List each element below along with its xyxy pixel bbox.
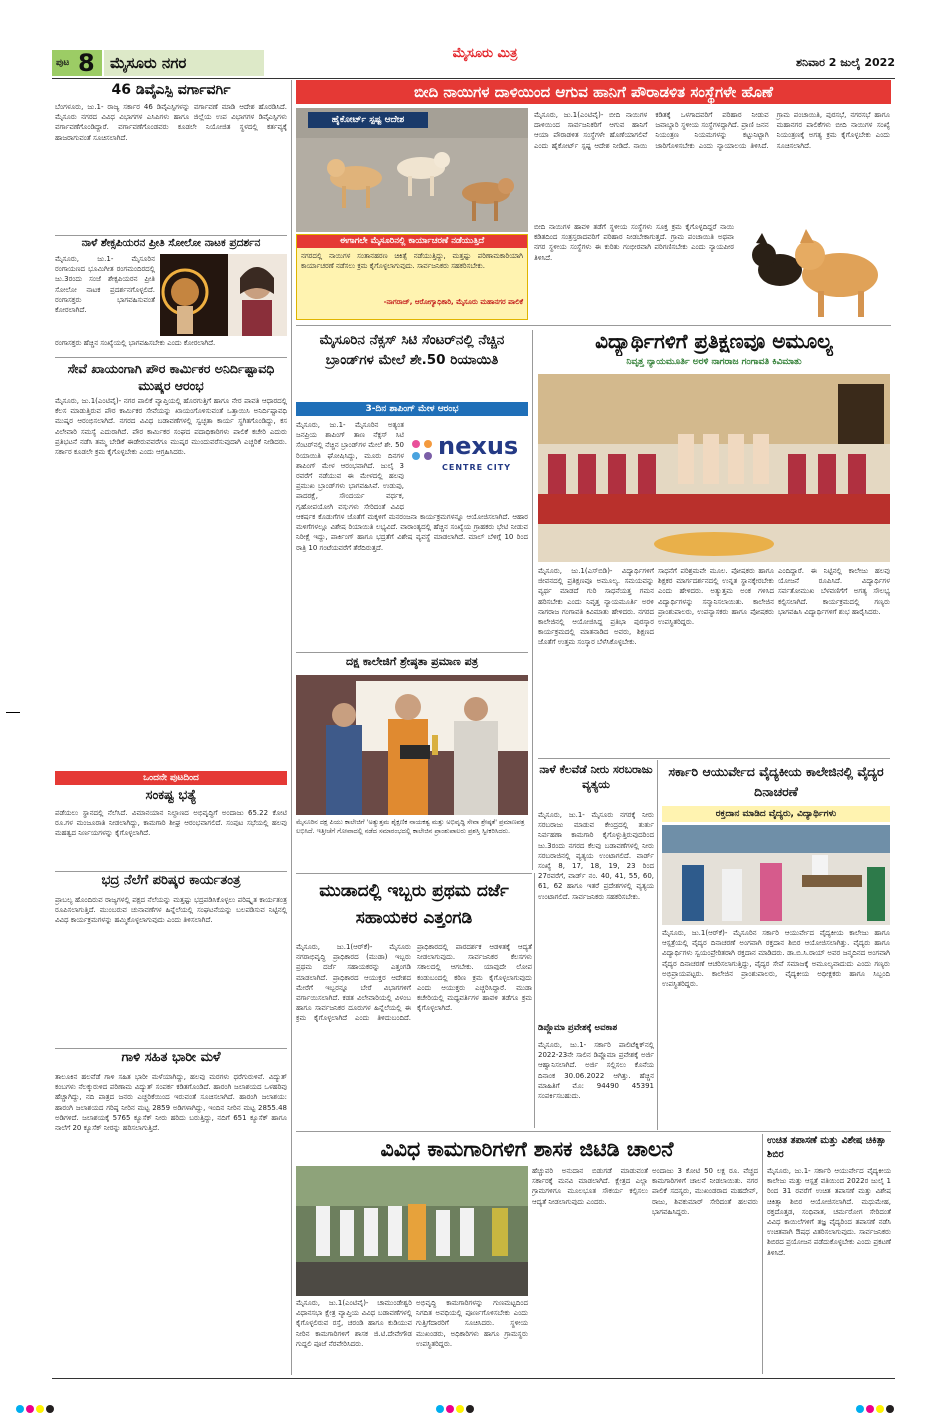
mla-headline: ವಿವಿಧ ಕಾಮಗಾರಿಗಳಿಗೆ ಶಾಸಕ ಜಿಟಿಡಿ ಚಾಲನೆ (380, 1137, 674, 1161)
diploma-body: ಮೈಸೂರು, ಜು.1- ಸರ್ಕಾರಿ ಪಾಲಿಟೆಕ್ನಿಕ್‌ನಲ್ಲಿ 2022-23ನೇ ಸಾಲಿನ ಡಿಪ್ಲೊಮಾ ಪ್ರವೇಶಕ್ಕೆ ಅರ್ಜಿ ಆಹ್ವಾನಿಸಲಾಗಿದೆ. ಅರ್ಜಿ ಸಲ್ಲಿಸಲು ಕೊನೆಯ ದಿನಾಂಕ 30.06.2022 ಆಗಿತ್ತು. ಹೆಚ್ಚಿನ ಮಾಹಿತಿಗೆ ಮೊ: 94490 45391 ಸಂಪರ್ಕಿಸಬಹುದು. (538, 1041, 654, 1101)
certificate-photo (296, 675, 528, 815)
health-body: ಮೈಸೂರು, ಜು.1- ಸರ್ಕಾರಿ ಆಯುರ್ವೇದ ವೈದ್ಯಕೀಯ ಕಾಲೇಜು ಮತ್ತು ಆಸ್ಪತ್ರೆ ವತಿಯಿಂದ 2022ರ ಜುಲೈ 1 ರಿಂದ 31 ರವರೆಗೆ ಉಚಿತ ತಪಾಸಣೆ ಮತ್ತು ವಿಶೇಷ ಚಿಕಿತ್ಸಾ ಶಿಬಿರ ಆಯೋಜಿಸಲಾಗಿದೆ. ಮಧುಮೇಹ, ರಕ್ತದೊತ್ತಡ, ಸಂಧಿವಾತ, ಚರ್ಮರೋಗ ಸೇರಿದಂತೆ ವಿವಿಧ ಕಾಯಿಲೆಗಳಿಗೆ ತಜ್ಞ ವೈದ್ಯರಿಂದ ತಪಾಸಣೆ ನಡೆಸಿ ಉಚಿತವಾಗಿ ಔಷಧ ವಿತರಿಸಲಾಗುವುದು. ಸಾರ್ವಜನಿಕರು ಶಿಬಿರದ ಪ್ರಯೋಜನ ಪಡೆದುಕೊಳ್ಳಬೇಕು ಎಂದು ಪ್ರಕಟಣೆ ತಿಳಿಸಿದೆ. (767, 1167, 891, 1257)
lead-headline-band (296, 80, 891, 104)
nexus-logo-sub: CENTRE CITY (442, 463, 511, 472)
dog-closeup-photo (740, 215, 890, 320)
certificate-headline: ದಕ್ಷ ಕಾಲೇಜಿಗೆ ಶ್ರೇಷ್ಠತಾ ಪ್ರಮಾಣ ಪತ್ರ (345, 656, 479, 668)
story-allowance-body: ಪಡೆಯಲು ಸ್ಥಾನದಲ್ಲಿ ನೆಲೆಸಿದೆ. ವಿಮಾನಯಾನ ನಿಲ್ದಾಣದ ಅಭಿವೃದ್ಧಿಗೆ ಅಂದಾಜು 65.22 ಕೋಟಿ ರೂ.ಗಳ ಮಂಜೂರಾತಿ ನೀಡಲಾಗಿದ್ದು, ಕಾಮಗಾರಿ ಶೀಘ್ರ ಆರಂಭವಾಗಲಿದೆ. ಸಂಪುಟ ಸಭೆಯಲ್ಲಿ ಹಲವು ಮಹತ್ವದ ನಿರ್ಣಯಗಳನ್ನು ಕೈಗೊಳ್ಳಲಾಗಿದೆ. (55, 809, 287, 838)
doctors-body: ಮೈಸೂರು, ಜು.1(ಆರ್‌ಕೆ)- ಮೈಸೂರಿನ ಸರ್ಕಾರಿ ಆಯುರ್ವೇದ ವೈದ್ಯಕೀಯ ಕಾಲೇಜು ಹಾಗೂ ಆಸ್ಪತ್ರೆಯಲ್ಲಿ ವೈದ್ಯರ ದಿನಾಚರಣೆ ಅಂಗವಾಗಿ ರಕ್ತದಾನ ಶಿಬಿರ ಆಯೋಜಿಸಲಾಗಿತ್ತು. ವೈದ್ಯರು ಹಾಗೂ ವಿದ್ಯಾರ್ಥಿಗಳು ಸ್ವಯಂಪ್ರೇರಿತರಾಗಿ ರಕ್ತದಾನ ಮಾಡಿದರು. ಡಾ.ಬಿ.ಸಿ.ರಾಯ್ ಅವರ ಜನ್ಮದಿನದ ಅಂಗವಾಗಿ ವೈದ್ಯರ ದಿನಾಚರಣೆ ಆಚರಿಸಲಾಗುತ್ತಿದ್ದು, ವೈದ್ಯರ ಸೇವೆ ಸಮಾಜಕ್ಕೆ ಅಮೂಲ್ಯವಾದುದು ಎಂದು ಗಣ್ಯರು ಅಭಿಪ್ರಾಯಪಟ್ಟರು. ಕಾಲೇಜಿನ ಪ್ರಾಂಶುಪಾಲರು, ವೈದ್ಯಕೀಯ ಅಧೀಕ್ಷಕರು ಹಾಗೂ ಸಿಬ್ಬಂದಿ ಉಪಸ್ಥಿತರಿದ್ದರು. (662, 929, 890, 989)
mla-photo (296, 1166, 528, 1296)
mla-body-4: ಅಂದಾಜು 3 ಕೋಟಿ 50 ಲಕ್ಷ ರೂ. ವೆಚ್ಚದ ಕಾಮಗಾರಿಗಳಿಗೆ ಚಾಲನೆ ನೀಡಲಾಯಿತು. ನಗರ ಪಾಲಿಕೆ ಸದಸ್ಯರು, ಮುಖಂಡರಾದ ಮಹದೇವ್, ರಾಜು, ಶಿವಕುಮಾರ್ ಸೇರಿದಂತೆ ಹಲವರು ಭಾಗವಹಿಸಿದ್ದರು. (652, 1167, 758, 1216)
students-body-2: ಸಾಧನೆಗೆ ಪರಿಶ್ರಮವೇ ಮೂಲ. ಪೋಷಕರು ಹಾಗೂ ಶಿಕ್ಷಕರ ಮಾರ್ಗದರ್ಶನದಲ್ಲಿ ಉನ್ನತ ಸ್ಥಾನಕ್ಕೇರಬೇಕು ಎಂದು ಹೇಳಿದರು. ಅತ್ಯುತ್ತಮ ಅಂಕ ಗಳಿಸಿದ ವಿದ್ಯಾರ್ಥಿಗಳನ್ನು ಸನ್ಮಾನಿಸಲಾಯಿತು. ಕಾಲೇಜಿನ ಪ್ರಾಂಶುಪಾಲರು, ಉಪನ್ಯಾಸಕರು ಹಾಗೂ ಪೋಷಕರು ಉಪಸ್ಥಿತರಿದ್ದರು. (658, 567, 774, 627)
lead-headline: ಬೀದಿ ನಾಯಿಗಳ ದಾಳಿಯಿಂದ ಆಗುವ ಹಾನಿಗೆ ಪೌರಾಡಳಿತ ಸಂಸ್ಥೆಗಳೇ ಹೊಣೆ (414, 83, 773, 101)
issue-date: ಶನಿವಾರ 2 ಜುಲೈ 2022 (796, 56, 895, 69)
health-headline: ಉಚಿತ ತಪಾಸಣೆ ಮತ್ತು ವಿಶೇಷ ಚಿಕಿತ್ಸಾ ಶಿಬಿರ (767, 1135, 886, 1160)
doctors-photo (662, 825, 890, 925)
diploma-headline: ಡಿಪ್ಲೊಮಾ ಪ್ರವೇಶಕ್ಕೆ ಅವಕಾಶ (538, 1024, 618, 1033)
students-headline: ವಿದ್ಯಾರ್ಥಿಗಳಿಗೆ ಪ್ರತಿಕ್ಷಣವೂ ಅಮೂಲ್ಯ (595, 330, 833, 353)
page-number: 8 (78, 50, 95, 76)
page-tab (52, 50, 102, 76)
story-strike-body: ಮೈಸೂರು, ಜು.1(ಎಂಟಿವೈ)- ನಗರ ಪಾಲಿಕೆ ವ್ಯಾಪ್ತಿಯಲ್ಲಿ ಹೊರಗುತ್ತಿಗೆ ಹಾಗೂ ನೇರ ಪಾವತಿ ಆಧಾರದಲ್ಲಿ ಕೆಲಸ ಮಾಡುತ್ತಿರುವ ಪೌರ ಕಾರ್ಮಿಕರ ಸೇವೆಯನ್ನು ಖಾಯಂಗೊಳಿಸುವಂತೆ ಒತ್ತಾಯಿಸಿ ಅನಿರ್ದಿಷ್ಟಾವಧಿ ಮುಷ್ಕರ ಆರಂಭಿಸಲಾಗಿದೆ. ನಗರದ ವಿವಿಧ ಬಡಾವಣೆಗಳಲ್ಲಿ ಸ್ವಚ್ಛತಾ ಕಾರ್ಯ ಸ್ಥಗಿತಗೊಂಡಿದ್ದು, ಕಸ ವಿಲೇವಾರಿ ಸಮಸ್ಯೆ ಎದುರಾಗಿದೆ. ಪೌರ ಕಾರ್ಮಿಕರ ಸಂಘದ ಪದಾಧಿಕಾರಿಗಳು ಪಾಲಿಕೆ ಕಚೇರಿ ಎದುರು ಪ್ರತಿಭಟನೆ ನಡೆಸಿ ತಮ್ಮ ಬೇಡಿಕೆ ಈಡೇರುವವರೆಗೂ ಮುಷ್ಕರ ಮುಂದುವರೆಸುವುದಾಗಿ ಎಚ್ಚರಿಕೆ ನೀಡಿದರು. ಸರ್ಕಾರ ಕೂಡಲೇ ಕ್ರಮ ಕೈಗೊಳ್ಳಬೇಕು ಎಂದು ಆಗ್ರಹಿಸಿದರು. (55, 397, 287, 457)
story-strategy-body: ಪ್ರಾಬಲ್ಯ ಹೊಂದಿರುವ ರಾಜ್ಯಗಳಲ್ಲಿ ಪಕ್ಷದ ನೆಲೆಯನ್ನು ಮತ್ತಷ್ಟು ಭದ್ರಪಡಿಸಿಕೊಳ್ಳಲು ಪರಿಷ್ಕೃತ ಕಾರ್ಯತಂತ್ರ ರೂಪಿಸಲಾಗುತ್ತಿದೆ. ಮುಂಬರುವ ಚುನಾವಣೆಗಳ ಹಿನ್ನೆಲೆಯಲ್ಲಿ ಸಂಘಟನೆಯನ್ನು ಬಲಪಡಿಸುವ ನಿಟ್ಟಿನಲ್ಲಿ ವಿವಿಧ ಕಾರ್ಯಕ್ರಮಗಳನ್ನು ಹಮ್ಮಿಕೊಳ್ಳಲಾಗುವುದು ಎಂದು ತಿಳಿಸಲಾಗಿದೆ. (55, 896, 287, 925)
story-allowance-headline: ಸಂಕಷ್ಟ ಭತ್ಯೆ (145, 789, 197, 803)
highcourt-label: ಹೈಕೋರ್ಟ್ ಸ್ಪಷ್ಟ ಆದೇಶ (308, 112, 428, 128)
registration-marks (0, 1395, 945, 1424)
students-body-3: ಎಂದಿದ್ದಾರೆ. ಈ ನಿಟ್ಟಿನಲ್ಲಿ ಕಾಲೇಜು ಹಲವು ಯೋಜನೆ ರೂಪಿಸಿದೆ. ವಿದ್ಯಾರ್ಥಿಗಳ ಸರ್ವತೋಮುಖ ಬೆಳವಣಿಗೆಗೆ ಅಗತ್ಯ ಸೌಲಭ್ಯ ಕಲ್ಪಿಸಲಾಗಿದೆ. ಕಾರ್ಯಕ್ರಮದಲ್ಲಿ ಗಣ್ಯರು ಭಾಗವಹಿಸಿ ವಿದ್ಯಾರ್ಥಿಗಳಿಗೆ ಶುಭ ಹಾರೈಸಿದರು. (778, 567, 890, 616)
story-rain-body: ತಾಲೂಕಿನ ಹಲವೆಡೆ ಗಾಳಿ ಸಹಿತ ಭಾರೀ ಮಳೆಯಾಗಿದ್ದು, ಹಲವು ಮರಗಳು ಧರೆಗುರುಳಿವೆ. ವಿದ್ಯುತ್ ಕಂಬಗಳು ನೆಲಕ್ಕುರುಳಿದ ಪರಿಣಾಮ ವಿದ್ಯುತ್ ಸಂಪರ್ಕ ಕಡಿತಗೊಂಡಿದೆ. ಹಾರಂಗಿ ಜಲಾಶಯದ ಒಳಹರಿವು ಹೆಚ್ಚಾಗಿದ್ದು, ನದಿ ಪಾತ್ರದ ಜನರು ಎಚ್ಚರಿಕೆಯಿಂದ ಇರುವಂತೆ ಸೂಚಿಸಲಾಗಿದೆ. ಹಾರಂಗಿ ಜಲಾಶಯ: ಹಾರಂಗಿ ಜಲಾಶಯದ ಗರಿಷ್ಠ ನೀರಿನ ಮಟ್ಟ 2859 ಅಡಿಗಳಾಗಿದ್ದು, ಇಂದಿನ ನೀರಿನ ಮಟ್ಟ 2855.48 ಅಡಿಗಳಿದೆ. ಜಲಾಶಯಕ್ಕೆ 5765 ಕ್ಯೂಸೆಕ್ ನೀರು ಹರಿದು ಬರುತ್ತಿದ್ದು, ನದಿಗೆ 651 ಕ್ಯೂಸೆಕ್ ಹಾಗೂ ನಾಲೆಗೆ 20 ಕ್ಯೂಸೆಕ್ ನೀರನ್ನು ಹರಿಸಲಾಗುತ್ತಿದೆ. (55, 1073, 287, 1133)
story-dysp-headline: 46 ಡಿವೈಎಸ್ಪಿ ವರ್ಗಾವರ್ಗಿ (111, 82, 231, 98)
story-strike-headline: ಸೇವೆ ಖಾಯಂಗಾಗಿ ಪೌರ ಕಾರ್ಮಿಕರ ಅನಿರ್ದಿಷ್ಟಾವಧಿ ಮುಷ್ಕರ ಆರಂಭ (67, 361, 275, 393)
lead-info-box-text: ನಗರದಲ್ಲಿ ನಾಯಿಗಳ ಸಂತಾನಹರಣ ಚಿಕಿತ್ಸೆ ನಡೆಯುತ್ತಿದ್ದು, ಮತ್ತಷ್ಟು ಪರಿಣಾಮಕಾರಿಯಾಗಿ ಕಾರ್ಯಾಚರಣೆ ನಡೆಸಲು ಕ್ರಮ ಕೈಗೊಳ್ಳಲಾಗುವುದು. ಸಾರ್ವಜನಿಕರು ಸಹಕರಿಸಬೇಕು. (301, 252, 523, 271)
story-rain-headline: ಗಾಳಿ ಸಹಿತ ಭಾರೀ ಮಳೆ (121, 1051, 221, 1065)
students-photo (538, 374, 890, 562)
dogs-photo (296, 108, 528, 232)
nexus-body-full: ಆಕರ್ಷಕ ಕೊಡುಗೆಗಳ ಜೊತೆಗೆ ಮಕ್ಕಳಿಗೆ ಮನರಂಜನಾ ಕಾರ್ಯಕ್ರಮಗಳನ್ನೂ ಆಯೋಜಿಸಲಾಗಿದೆ. ಆಹಾರ ಮಳಿಗೆಗಳಲ್ಲೂ ವಿಶೇಷ ರಿಯಾಯಿತಿ ಲಭ್ಯವಿದೆ. ವಾರಾಂತ್ಯದಲ್ಲಿ ಹೆಚ್ಚಿನ ಸಂಖ್ಯೆಯ ಗ್ರಾಹಕರು ಭೇಟಿ ನೀಡುವ ನಿರೀಕ್ಷೆ ಇದ್ದು, ಪಾರ್ಕಿಂಗ್ ಹಾಗೂ ಭದ್ರತೆಗೆ ವಿಶೇಷ ವ್ಯವಸ್ಥೆ ಮಾಡಲಾಗಿದೆ. ಮಾಲ್ ಬೆಳಿಗ್ಗೆ 10 ರಿಂದ ರಾತ್ರಿ 10 ಗಂಟೆಯವರೆಗೆ ತೆರೆದಿರುತ್ತದೆ. (296, 513, 528, 552)
doctors-subhead-band (662, 806, 890, 822)
story-drama-body: ಮೈಸೂರು, ಜು.1- ಮೈಸೂರಿನ ರಂಗಾಯಣದ ಭೂಮಿಗೀತ ರಂಗಮಂದಿರದಲ್ಲಿ ಜು.3ರಂದು ಸಂಜೆ ಶೇಕ್ಸಪಿಯರನ ಪ್ರೀತಿ ಸೋಲೋ ನಾಟಕ ಪ್ರದರ್ಶನಗೊಳ್ಳಲಿದೆ. ರಂಗಾಸಕ್ತರು ಭಾಗವಹಿಸುವಂತೆ ಕೋರಲಾಗಿದೆ. (55, 255, 155, 315)
water-headline: ನಾಳೆ ಕೆಲವೆಡೆ ನೀರು ಸರಬರಾಜು ವ್ಯತ್ಯಯ (539, 763, 653, 791)
lead-info-box (296, 234, 528, 320)
story-dysp-body: ಬೆಂಗಳೂರು, ಜು.1- ರಾಜ್ಯ ಸರ್ಕಾರ 46 ಡಿವೈಎಸ್ಪಿಗಳನ್ನು ವರ್ಗಾವಣೆ ಮಾಡಿ ಆದೇಶ ಹೊರಡಿಸಿದೆ. ಮೈಸೂರು ನಗರದ ವಿವಿಧ ವಿಭಾಗಗಳ ಎಸಿಪಿಗಳು ಹಾಗೂ ಜಿಲ್ಲೆಯ ಉಪ ವಿಭಾಗಗಳ ಡಿವೈಎಸ್ಪಿಗಳು ವರ್ಗಾವಣೆಗೊಂಡಿದ್ದಾರೆ. ವರ್ಗಾವಣೆಗೊಂಡವರು ಕೂಡಲೇ ನಿಯೋಜಿತ ಸ್ಥಳದಲ್ಲಿ ಕರ್ತವ್ಯಕ್ಕೆ ಹಾಜರಾಗುವಂತೆ ಸೂಚಿಸಲಾಗಿದೆ. (55, 103, 287, 142)
fold-mark (6, 712, 20, 713)
page-label: ಪುಟ (56, 58, 70, 68)
story-drama-body-cont: ರಂಗಾಸಕ್ತರು ಹೆಚ್ಚಿನ ಸಂಖ್ಯೆಯಲ್ಲಿ ಭಾಗವಹಿಸಬೇಕು ಎಂದು ಕೋರಲಾಗಿದೆ. (55, 339, 216, 347)
lead-info-box-title: ಈಗಾಗಲೇ ಮೈಸೂರಿನಲ್ಲಿ ಕಾರ್ಯಾಚರಣೆ ನಡೆಯುತ್ತಿದೆ (297, 235, 527, 248)
nexus-subhead-band (296, 402, 528, 416)
continued-banner: ಒಂದನೇ ಪುಟದಿಂದ (55, 771, 287, 785)
story-strategy-headline: ಭದ್ರ ನೆಲೆಗೆ ಪರಿಷ್ಕರ ಕಾರ್ಯತಂತ್ರ (101, 874, 241, 888)
nexus-subhead: 3-ದಿನ ಶಾಪಿಂಗ್ ಮೇಳ ಆರಂಭ (365, 404, 459, 414)
story-drama-headline: ನಾಳೆ ಶೇಕ್ಸಪಿಯರನ ಪ್ರೀತಿ ಸೋಲೋ ನಾಟಕ ಪ್ರದರ್ಶನ (81, 237, 261, 249)
nexus-body-left: ಮೈಸೂರು, ಜು.1- ಮೈಸೂರಿನ ಅತ್ಯಂತ ಜನಪ್ರಿಯ ಶಾಪಿಂಗ್ ತಾಣ ನೆಕ್ಸಸ್ ಸಿಟಿ ಸೆಂಟರ್‌ನಲ್ಲಿ ನೆಚ್ಚಿನ ಬ್ರಾಂಡ್‌ಗಳ ಮೇಲೆ ಶೇ. 50 ರಿಯಾಯಿತಿ ಘೋಷಿಸಿದ್ದು, ಮೂರು ದಿನಗಳ ಶಾಪಿಂಗ್ ಮೇಳ ಆರಂಭವಾಗಿದೆ. ಜುಲೈ 3 ರವರೆಗೆ ನಡೆಯುವ ಈ ಮೇಳದಲ್ಲಿ ಹಲವು ಪ್ರಮುಖ ಬ್ರಾಂಡ್‌ಗಳು ಭಾಗವಹಿಸಿವೆ. ಉಡುಪು, ಪಾದರಕ್ಷೆ, ಸೌಂದರ್ಯ ವರ್ಧಕ, ಗೃಹೋಪಯೋಗಿ ವಸ್ತುಗಳು ಸೇರಿದಂತೆ ವಿವಿಧ (296, 421, 404, 510)
certificate-caption: ಮೈಸೂರಿನ ದಕ್ಷ ಪಿಯು ಕಾಲೇಜಿಗೆ 'ಅತ್ಯುತ್ತಮ ಶೈಕ್ಷಣಿಕ ನಾಯಕತ್ವ ಮತ್ತು ಅಭಿವೃದ್ಧಿ ಸೇವಾ ಶ್ರೇಷ್ಠತೆ' ಪ್ರಮಾಣಪತ್ರ ಲಭಿಸಿದೆ. ಇತ್ತೀಚೆಗೆ ಗೋವಾದಲ್ಲಿ ನಡೆದ ಸಮಾರಂಭದಲ್ಲಿ ಕಾಲೇಜಿನ ಪ್ರಾಂಶುಪಾಲರು ಪ್ರಶಸ್ತಿ ಸ್ವೀಕರಿಸಿದರು. (296, 818, 525, 835)
lead-body: ಮೈಸೂರು, ಜು.1(ಎಂಟಿವೈ)- ಬೀದಿ ನಾಯಿಗಳ ದಾಳಿಯಿಂದ ಸಾರ್ವಜನಿಕರಿಗೆ ಆಗುವ ಹಾನಿಗೆ ಆಯಾ ಪೌರಾಡಳಿತ ಸಂಸ್ಥೆಗಳೇ ಹೊಣೆಯಾಗಲಿವೆ ಎಂದು ಹೈಕೋರ್ಟ್ ಸ್ಪಷ್ಟ ಆದೇಶ ನೀಡಿದೆ. ನಾಯಿ ಕಡಿತಕ್ಕೆ ಒಳಗಾದವರಿಗೆ ಪರಿಹಾರ ನೀಡುವ ಜವಾಬ್ದಾರಿ ಸ್ಥಳೀಯ ಸಂಸ್ಥೆಗಳದ್ದಾಗಿದೆ. ಪ್ರಾಣಿ ಜನನ ನಿಯಂತ್ರಣ ನಿಯಮಗಳನ್ನು ಕಟ್ಟುನಿಟ್ಟಾಗಿ ಜಾರಿಗೊಳಿಸಬೇಕು ಎಂದು ನ್ಯಾಯಾಲಯ ತಿಳಿಸಿದೆ. ಗ್ರಾಮ ಪಂಚಾಯಿತಿ, ಪುರಸಭೆ, ನಗರಸಭೆ ಹಾಗೂ ಮಹಾನಗರ ಪಾಲಿಕೆಗಳು ಬೀದಿ ನಾಯಿಗಳ ಸಂಖ್ಯೆ ನಿಯಂತ್ರಣಕ್ಕೆ ಅಗತ್ಯ ಕ್ರಮ ಕೈಗೊಳ್ಳಬೇಕು ಎಂದು ಸೂಚಿಸಲಾಗಿದೆ. (534, 111, 890, 150)
nexus-logo (408, 430, 526, 480)
mla-body-3: ಹೆಚ್ಚುವರಿ ಅನುದಾನ ಬಿಡುಗಡೆ ಮಾಡುವಂತೆ ಸರ್ಕಾರಕ್ಕೆ ಮನವಿ ಮಾಡಲಾಗಿದೆ. ಕ್ಷೇತ್ರದ ಎಲ್ಲಾ ಗ್ರಾಮಗಳಿಗೂ ಮೂಲಭೂತ ಸೌಕರ್ಯ ಕಲ್ಪಿಸಲು ಆದ್ಯತೆ ನೀಡಲಾಗುವುದು ಎಂದರು. (532, 1167, 648, 1206)
nexus-logo-text: nexus (438, 432, 519, 460)
nexus-logo-icon (408, 436, 438, 466)
doctors-headline: ಸರ್ಕಾರಿ ಆಯುರ್ವೇದ ವೈದ್ಯಕೀಯ ಕಾಲೇಜಿನಲ್ಲಿ ವೈದ್ಯರ ದಿನಾಚರಣೆ (668, 764, 884, 799)
mla-body-1: ಮೈಸೂರು, ಜು.1(ಎಂಟಿವೈ)- ಚಾಮುಂಡೇಶ್ವರಿ ವಿಧಾನಸಭಾ ಕ್ಷೇತ್ರ ವ್ಯಾಪ್ತಿಯ ವಿವಿಧ ಬಡಾವಣೆಗಳಲ್ಲಿ ಕೈಗೊಳ್ಳಲಿರುವ ರಸ್ತೆ, ಚರಂಡಿ ಹಾಗೂ ಕುಡಿಯುವ ನೀರಿನ ಕಾಮಗಾರಿಗಳಿಗೆ ಶಾಸಕ ಜಿ.ಟಿ.ದೇವೇಗೌಡ ಗುದ್ದಲಿ ಪೂಜೆ ನೆರವೇರಿಸಿದರು. (296, 1299, 412, 1348)
students-body-1: ಮೈಸೂರು, ಜು.1(ಎಸ್‌ಬಿಡಿ)- ವಿದ್ಯಾರ್ಥಿಗಳಿಗೆ ಜೀವನದಲ್ಲಿ ಪ್ರತಿಕ್ಷಣವೂ ಅಮೂಲ್ಯ. ಸಮಯವನ್ನು ವ್ಯರ್ಥ ಮಾಡದೆ ಗುರಿ ಸಾಧನೆಯತ್ತ ಗಮನ ಹರಿಸಬೇಕು ಎಂದು ನಿವೃತ್ತ ನ್ಯಾಯಮೂರ್ತಿ ಅರಳಿ ನಾಗರಾಜ ಗಂಗಾವತಿ ಕಿವಿಮಾತು ಹೇಳಿದರು. ನಗರದ ಕಾಲೇಜಿನಲ್ಲಿ ಆಯೋಜಿಸಿದ್ದ ಪ್ರತಿಭಾ ಪುರಸ್ಕಾರ ಕಾರ್ಯಕ್ರಮದಲ್ಲಿ ಮಾತನಾಡಿದ ಅವರು, ಶಿಕ್ಷಣದ ಜೊತೆಗೆ ಉತ್ತಮ ಸಂಸ್ಕಾರ ಬೆಳೆಸಿಕೊಳ್ಳಬೇಕು. (538, 567, 654, 647)
mla-body-2: ಅಭಿವೃದ್ಧಿ ಕಾಮಗಾರಿಗಳನ್ನು ಗುಣಮಟ್ಟದಿಂದ ನಿಗದಿತ ಅವಧಿಯಲ್ಲಿ ಪೂರ್ಣಗೊಳಿಸಬೇಕು ಎಂದು ಗುತ್ತಿಗೆದಾರರಿಗೆ ಸೂಚಿಸಿದರು. ಸ್ಥಳೀಯ ಮುಖಂಡರು, ಅಧಿಕಾರಿಗಳು ಹಾಗೂ ಗ್ರಾಮಸ್ಥರು ಉಪಸ್ಥಿತರಿದ್ದರು. (416, 1299, 528, 1348)
students-subhead: ನಿವೃತ್ತ ನ್ಯಾಯಮೂರ್ತಿ ಅರಳಿ ನಾಗರಾಜ ಗಂಗಾವತಿ ಕಿವಿಮಾತು (626, 357, 802, 367)
nexus-headline: ಮೈಸೂರಿನ ನೆಕ್ಸಸ್ ಸಿಟಿ ಸೆಂಟರ್‌ನಲ್ಲಿ ನೆಚ್ಚಿನ ಬ್ರಾಂಡ್‌ಗಳ ಮೇಲೆ ಶೇ.50 ರಿಯಾಯಿತಿ (319, 332, 505, 368)
paper-name: ಮೈಸೂರು ಮಿತ್ರ (452, 46, 518, 61)
drama-photo (160, 254, 287, 336)
lead-info-box-sign: -ನಾಗರಾಜ್, ಆರೋಗ್ಯಾಧಿಕಾರಿ, ಮೈಸೂರು ಮಹಾನಗರ ಪಾಲಿಕೆ (383, 298, 523, 306)
doctors-subhead: ರಕ್ತದಾನ ಮಾಡಿದ ವೈದ್ಯರು, ವಿದ್ಯಾರ್ಥಿಗಳು (715, 809, 837, 819)
muda-body: ಮೈಸೂರು, ಜು.1(ಆರ್‌ಕೆ)- ಮೈಸೂರು ನಗರಾಭಿವೃದ್ಧಿ ಪ್ರಾಧಿಕಾರದ (ಮುಡಾ) ಇಬ್ಬರು ಪ್ರಥಮ ದರ್ಜೆ ಸಹಾಯಕರನ್ನು ಎತ್ತಂಗಡಿ ಮಾಡಲಾಗಿದೆ. ಪ್ರಾಧಿಕಾರದ ಆಯುಕ್ತರ ಆದೇಶದ ಮೇರೆಗೆ ಇಬ್ಬರನ್ನೂ ಬೇರೆ ವಿಭಾಗಗಳಿಗೆ ವರ್ಗಾಯಿಸಲಾಗಿದೆ. ಕಡತ ವಿಲೇವಾರಿಯಲ್ಲಿ ವಿಳಂಬ ಹಾಗೂ ಸಾರ್ವಜನಿಕರ ದೂರುಗಳ ಹಿನ್ನೆಲೆಯಲ್ಲಿ ಈ ಕ್ರಮ ಕೈಗೊಳ್ಳಲಾಗಿದೆ ಎಂದು ತಿಳಿದುಬಂದಿದೆ. ಪ್ರಾಧಿಕಾರದಲ್ಲಿ ಪಾರದರ್ಶಕ ಆಡಳಿತಕ್ಕೆ ಆದ್ಯತೆ ನೀಡಲಾಗುವುದು. ಸಾರ್ವಜನಿಕರ ಕೆಲಸಗಳು ಸಕಾಲದಲ್ಲಿ ಆಗಬೇಕು. ಯಾವುದೇ ಲೋಪ ಕಂಡುಬಂದಲ್ಲಿ ಕಠಿಣ ಕ್ರಮ ಕೈಗೊಳ್ಳಲಾಗುವುದು ಎಂದು ಆಯುಕ್ತರು ಎಚ್ಚರಿಸಿದ್ದಾರೆ. ಮುಡಾ ಕಚೇರಿಯಲ್ಲಿ ಮಧ್ಯವರ್ತಿಗಳ ಹಾವಳಿ ತಡೆಗೂ ಕ್ರಮ ಕೈಗೊಳ್ಳಲಾಗಿದೆ. (296, 943, 532, 1023)
muda-headline: ಮುಡಾದಲ್ಲಿ ಇಬ್ಬರು ಪ್ರಥಮ ದರ್ಜೆ ಸಹಾಯಕರ ಎತ್ತಂಗಡಿ (319, 881, 509, 928)
lead-body-cont: ಬೀದಿ ನಾಯಿಗಳ ಹಾವಳಿ ತಡೆಗೆ ಸ್ಥಳೀಯ ಸಂಸ್ಥೆಗಳು ಸೂಕ್ತ ಕ್ರಮ ಕೈಗೊಳ್ಳದಿದ್ದರೆ ನಾಯಿ ಕಡಿತದಿಂದ ಸಂತ್ರಸ್ತರಾದವರಿಗೆ ಪರಿಹಾರ ನೀಡಬೇಕಾಗುತ್ತದೆ. ಗ್ರಾಮ ಪಂಚಾಯಿತಿ ಅಥವಾ ನಗರ ಸ್ಥಳೀಯ ಸಂಸ್ಥೆಗಳು ಈ ಕುರಿತು ಗಂಭೀರವಾಗಿ ಪರಿಗಣಿಸಬೇಕು ಎಂದು ನ್ಯಾಯಪೀಠ ತಿಳಿಸಿದೆ. (534, 223, 734, 262)
section-title: ಮೈಸೂರು ನಗರ (104, 50, 264, 76)
water-body: ಮೈಸೂರು, ಜು.1- ಮೈಸೂರು ನಗರಕ್ಕೆ ನೀರು ಸರಬರಾಜು ಮಾಡುವ ಕೇಂದ್ರದಲ್ಲಿ ತುರ್ತು ನಿರ್ವಹಣಾ ಕಾಮಗಾರಿ ಕೈಗೊಳ್ಳುತ್ತಿರುವುದರಿಂದ ಜು.3ರಂದು ನಗರದ ಕೆಲವು ಬಡಾವಣೆಗಳಲ್ಲಿ ನೀರು ಸರಬರಾಜಿನಲ್ಲಿ ವ್ಯತ್ಯಯ ಉಂಟಾಗಲಿದೆ. ವಾರ್ಡ್ ಸಂಖ್ಯೆ 8, 17, 18, 19, 23 ರಿಂದ 27ರವರೆಗೆ, ವಾರ್ಡ್ ನಂ. 40, 41, 55, 60, 61, 62 ಹಾಗೂ ಇತರೆ ಪ್ರದೇಶಗಳಲ್ಲಿ ವ್ಯತ್ಯಯ ಉಂಟಾಗಲಿದೆ. ಸಾರ್ವಜನಿಕರು ಸಹಕರಿಸಬೇಕು. (538, 811, 654, 901)
